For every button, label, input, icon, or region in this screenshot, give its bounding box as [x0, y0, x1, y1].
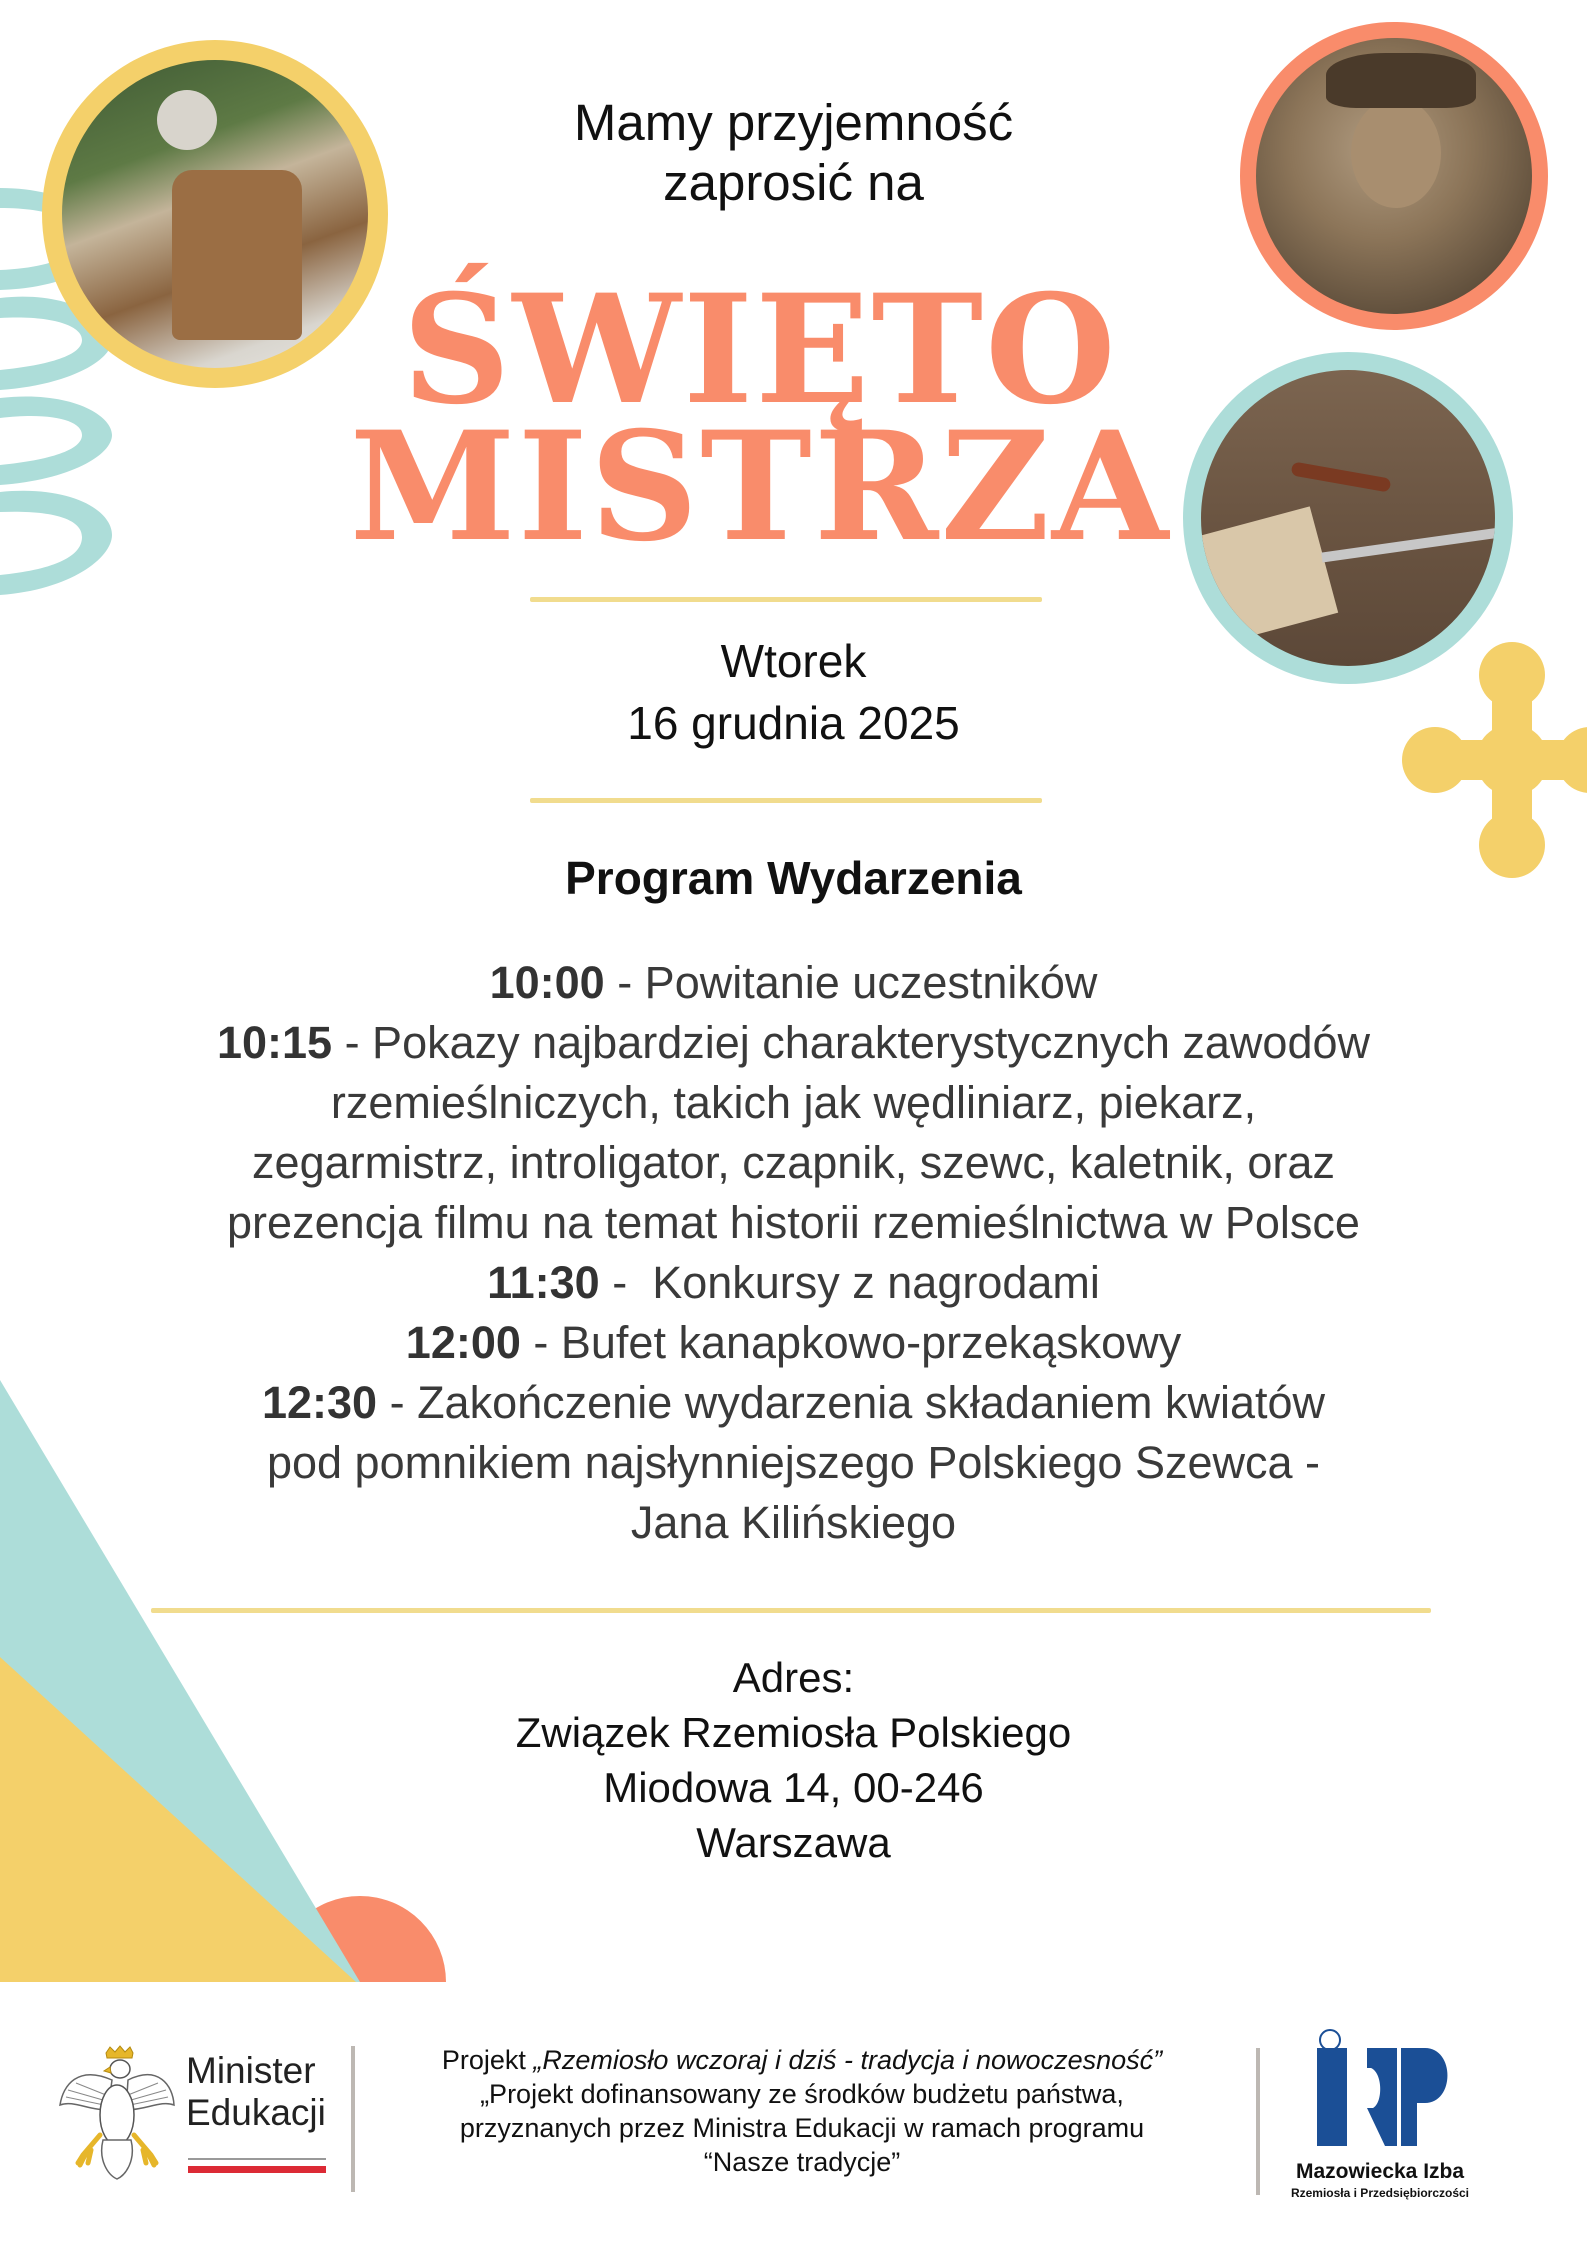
program-item — [100, 1313, 1487, 1373]
address-label: Adres: — [732, 1654, 855, 1701]
irp-logo-icon — [1315, 2028, 1460, 2153]
event-weekday: Wtorek — [720, 635, 867, 687]
map-shape — [1194, 506, 1338, 643]
program-item — [100, 1253, 1487, 1313]
ministry-name — [186, 2050, 326, 2134]
address-line-1: Związek Rzemiosła Polskiego — [515, 1709, 1072, 1756]
program-time: 12:30 — [261, 1377, 378, 1428]
ministry-name-line-2: Edukacji — [186, 2092, 326, 2133]
program-item — [100, 1373, 1487, 1433]
ministry-underline-gray — [188, 2158, 326, 2160]
program-item-continuation: zegarmistrz, introligator, czapnik, szewc, kaletnik, oraz — [252, 1137, 1335, 1188]
program-item-continuation: pod pomnikiem najsłynniejszego Polskiego Szewca - — [266, 1437, 1321, 1488]
tool-shape — [1321, 528, 1501, 563]
funding-line-3: “Nasze tradycje” — [703, 2147, 901, 2177]
address-block — [0, 1650, 1587, 1870]
program-desc: - Bufet kanapkowo-przekąskowy — [520, 1317, 1182, 1368]
event-date — [0, 630, 1587, 754]
program-item-continuation: rzemieślniczych, takich jak wędliniarz, piekarz, — [330, 1077, 1257, 1128]
program-heading: Program Wydarzenia — [565, 852, 1022, 904]
address-line-2: Miodowa 14, 00-246 — [603, 1764, 984, 1811]
program-time: 10:15 — [216, 1017, 333, 1068]
program-desc: - Powitanie uczestników — [604, 957, 1098, 1008]
program-time: 11:30 — [487, 1257, 600, 1308]
footer-divider-left — [351, 2046, 355, 2192]
ministry-underline-red — [188, 2166, 326, 2173]
invite-line-2: zaprosić na — [663, 154, 924, 211]
irp-subname: Rzemiosła i Przedsiębiorczości — [1290, 2186, 1470, 2200]
project-funding-text — [372, 2043, 1232, 2179]
funding-line-1: „Projekt dofinansowany ze środków budżetu państwa, — [480, 2079, 1124, 2109]
project-title: „Rzemiosło wczoraj i dziś - tradycja i nowoczesność” — [533, 2045, 1163, 2075]
event-title-line-1: ŚWIĘTO — [402, 262, 1118, 438]
project-prefix: Projekt — [441, 2045, 534, 2075]
divider-top — [530, 597, 1042, 602]
program-time: 10:00 — [489, 957, 605, 1008]
program-item-continuation: Jana Kilińskiego — [630, 1497, 957, 1548]
address-line-3: Warszawa — [696, 1819, 891, 1866]
event-title-line-2: MISTRZA — [349, 399, 1171, 575]
invite-text — [0, 93, 1587, 213]
program-desc: - Pokazy najbardziej charakterystycznych zawodów — [332, 1017, 1371, 1068]
invite-line-1: Mamy przyjemność — [573, 94, 1014, 151]
program-time: 12:00 — [405, 1317, 521, 1368]
program-desc: - Konkursy z nagrodami — [599, 1257, 1100, 1308]
ministry-name-line-1: Minister — [186, 2050, 316, 2091]
footer-divider-right — [1256, 2048, 1260, 2195]
funding-line-2: przyznanych przez Ministra Edukacji w ramach programu — [459, 2113, 1145, 2143]
event-full-date: 16 grudnia 2025 — [627, 697, 960, 749]
polish-eagle-emblem-icon — [58, 2045, 176, 2180]
program-item — [100, 953, 1487, 1013]
program-list — [100, 953, 1487, 1553]
irp-name: Mazowiecka Izba — [1295, 2160, 1465, 2183]
program-desc: - Zakończenie wydarzenia składaniem kwiatów — [377, 1377, 1326, 1428]
tool-handle-shape — [1291, 461, 1392, 492]
divider-middle — [530, 798, 1042, 803]
program-item-continuation: prezencja filmu na temat historii rzemieślnictwa w Polsce — [227, 1197, 1360, 1248]
project-title-line — [372, 2043, 1232, 2077]
divider-bottom — [151, 1608, 1431, 1613]
program-item — [100, 1013, 1487, 1073]
